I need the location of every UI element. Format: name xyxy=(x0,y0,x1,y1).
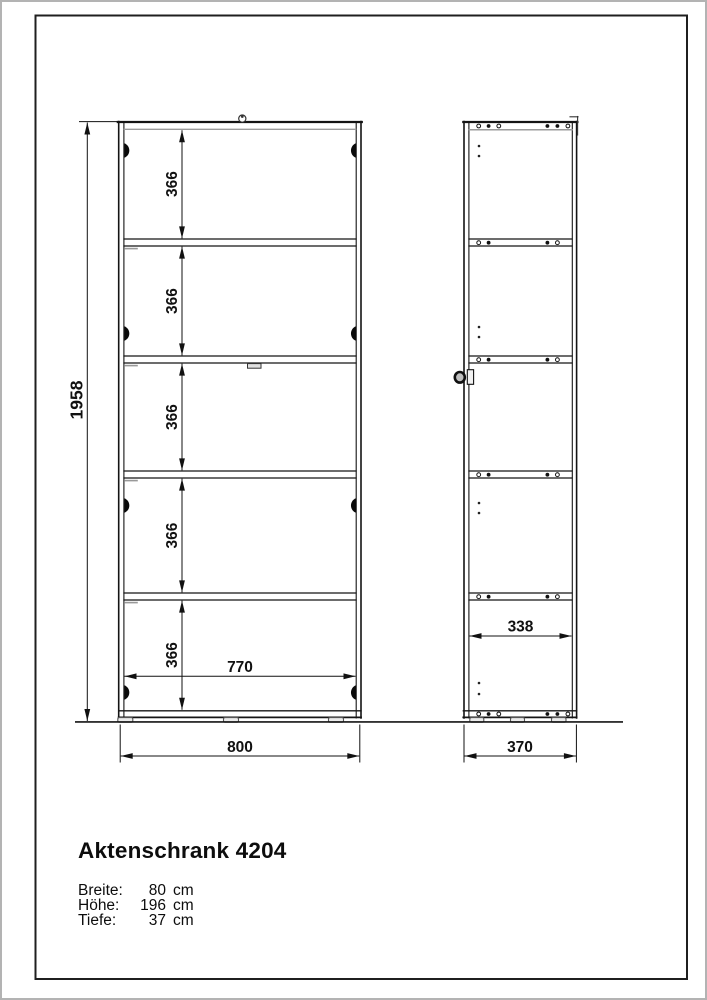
dim-label-comp3: 366 xyxy=(164,404,181,430)
spec-row-depth xyxy=(78,913,194,928)
spec-value-height: 196 xyxy=(140,897,166,915)
spec-label-width: Breite: xyxy=(78,882,123,899)
dim-label-outer-depth: 370 xyxy=(507,739,533,756)
dim-label-comp4: 366 xyxy=(164,522,181,549)
dimensions xyxy=(79,122,576,763)
spec-label-height: Höhe: xyxy=(78,897,120,915)
spec-row-width xyxy=(78,883,194,898)
spec-unit-width: cm xyxy=(173,882,194,899)
spec-value-depth: 37 xyxy=(148,912,166,930)
door-hinges xyxy=(124,143,356,700)
front-view xyxy=(118,115,362,722)
page-title: Aktenschrank 4204 xyxy=(78,838,287,863)
dim-label-inner-width: 770 xyxy=(227,658,253,676)
lock-cylinder xyxy=(455,372,465,383)
spec-value-width: 80 xyxy=(148,882,166,899)
top-fitting-knob-detail xyxy=(241,115,244,118)
dim-label-outer-width: 800 xyxy=(227,739,253,756)
front-shelf-shadow-ticks xyxy=(125,249,137,603)
spec-list xyxy=(78,883,194,929)
side-shelves xyxy=(469,239,572,600)
shelf-pin-holes xyxy=(478,145,481,696)
shelf-handle xyxy=(248,364,262,369)
spec-label-depth: Tiefe: xyxy=(78,912,117,930)
spec-row-height xyxy=(78,898,194,913)
spec-unit-height: cm xyxy=(173,897,194,915)
dim-label-comp5: 366 xyxy=(164,642,181,668)
front-shelves xyxy=(124,239,356,600)
lock-plate xyxy=(467,370,473,385)
dim-label-inner-depth: 338 xyxy=(507,618,534,636)
spec-unit-depth: cm xyxy=(173,912,194,930)
dim-label-comp1: 366 xyxy=(164,171,181,197)
dim-label-comp2: 366 xyxy=(164,288,181,314)
dim-label-total-height: 1958 xyxy=(66,380,87,420)
